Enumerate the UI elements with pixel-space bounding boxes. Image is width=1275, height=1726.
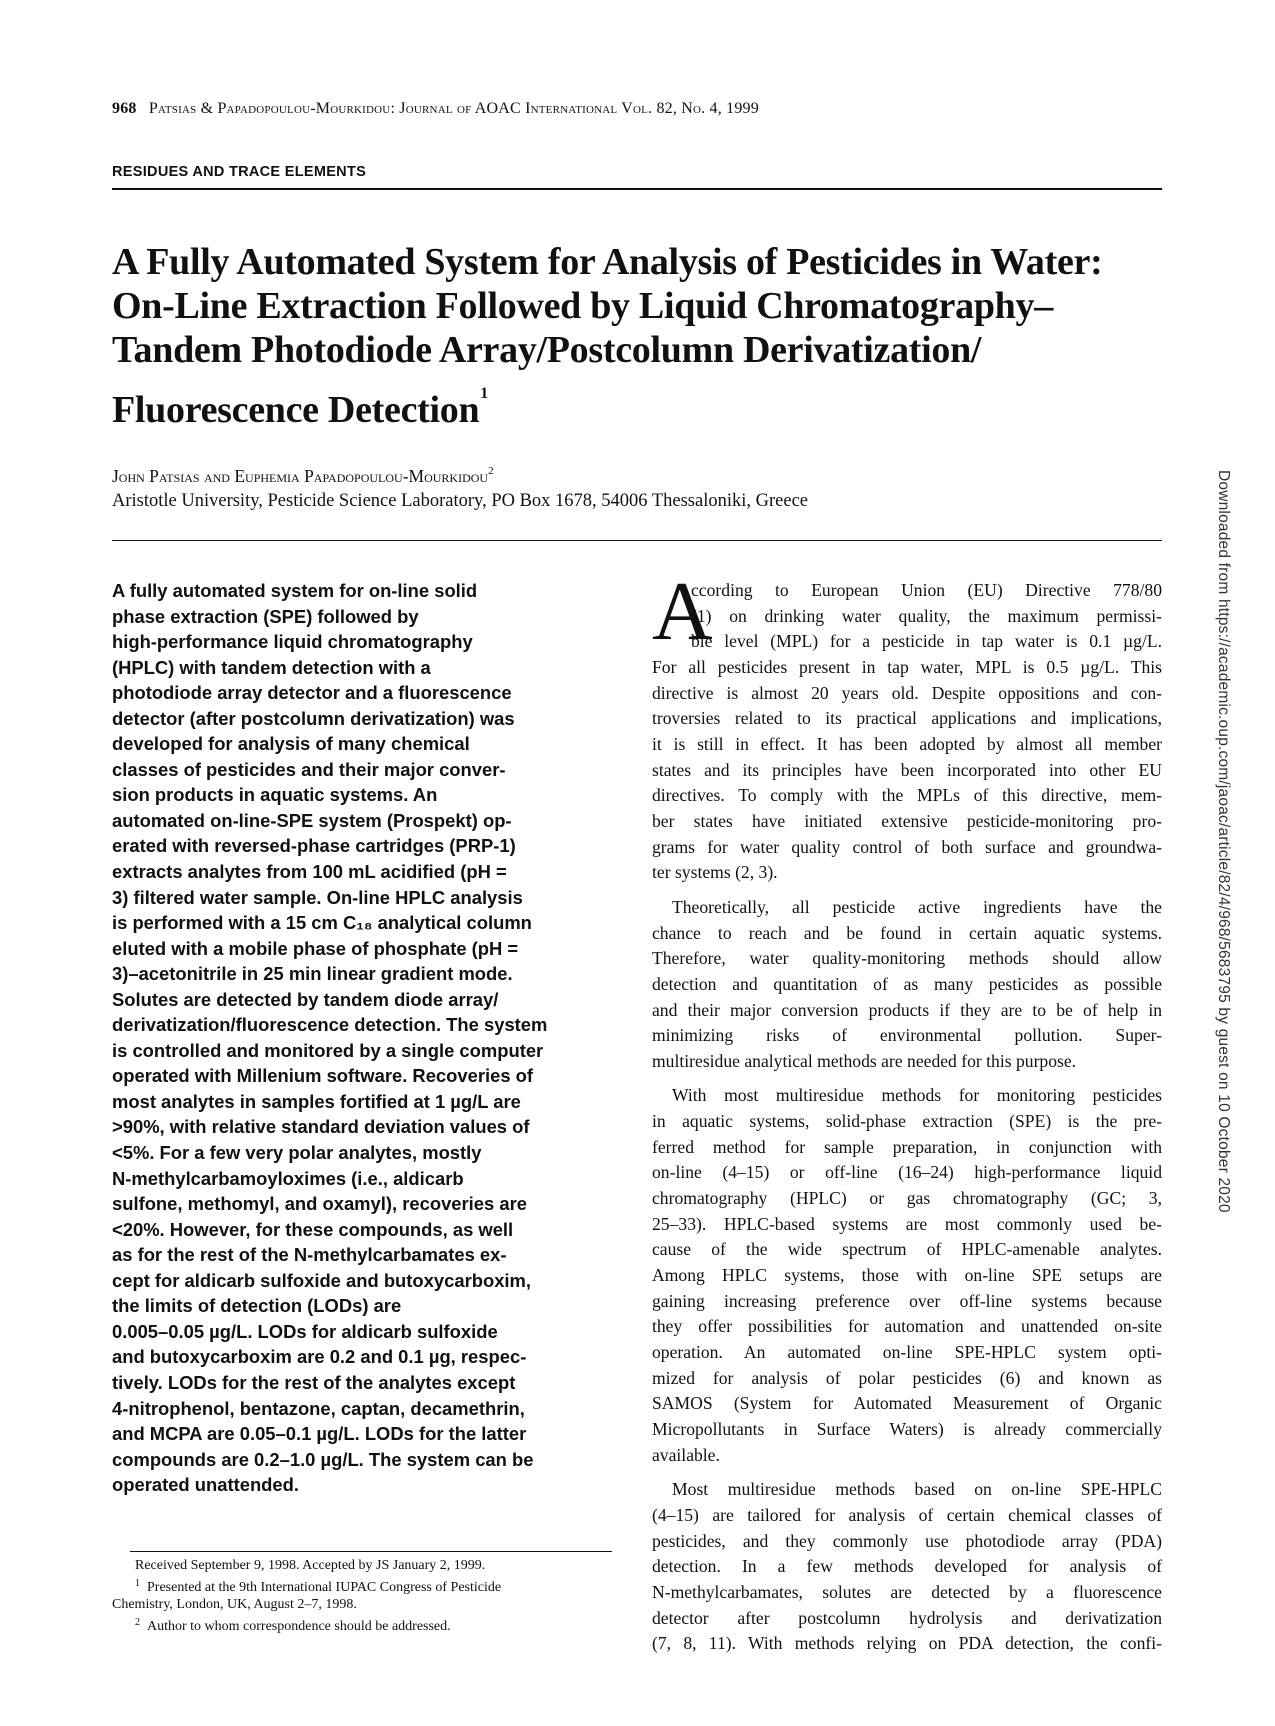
body-line: detector after postcolumn hydrolysis and derivatization — [652, 1607, 1162, 1628]
abstract-line: 3) filtered water sample. On-line HPLC analysis — [112, 886, 523, 908]
paragraph-gap — [652, 886, 1162, 895]
abstract-line: as for the rest of the N-methylcarbamates ex- — [112, 1244, 507, 1266]
abstract-line: detector (after postcolumn derivatization) was — [112, 707, 515, 729]
body-line: cause of the wide spectrum of HPLC-amenable analytes. — [652, 1239, 1162, 1260]
abstract-line: 4-nitrophenol, bentazone, captan, decamethrin, — [112, 1397, 525, 1419]
body-line: (4–15) are tailored for analysis of certain chemical classes of — [652, 1504, 1162, 1525]
body-line: Most multiresidue methods based on on-line SPE-HPLC — [672, 1479, 1162, 1500]
body-line: Theoretically, all pesticide active ingredients have the — [672, 896, 1162, 917]
article-title — [112, 240, 1172, 432]
abstract-line: sulfone, methomyl, and oxamyl), recoveries are — [112, 1193, 527, 1215]
abstract-line: 3)–acetonitrile in 25 min linear gradient mode. — [112, 963, 513, 985]
body-line: 25–33). HPLC-based systems are most commonly used be- — [652, 1213, 1162, 1234]
abstract-line: eluted with a mobile phase of phosphate (pH = — [112, 937, 519, 959]
abstract-line: operated unattended. — [112, 1474, 299, 1496]
paragraph-gap — [652, 1468, 1162, 1477]
body-text — [652, 578, 1162, 1657]
title-line: Tandem Photodiode Array/Postcolumn Derivatization/ — [112, 329, 982, 371]
footnote-1 — [112, 1575, 612, 1597]
section-divider — [112, 188, 1162, 190]
abstract-line: >90%, with relative standard deviation values of — [112, 1116, 530, 1138]
body-line: grams for water quality control of both surface and groundwa- — [652, 836, 1162, 857]
body-line: multiresidue analytical methods are needed for this purpose. — [652, 1050, 1077, 1071]
abstract-line: tively. LODs for the rest of the analytes except — [112, 1371, 516, 1393]
body-line: mized for analysis of polar pesticides (6) and known as — [652, 1367, 1162, 1388]
footnote-1-text: Presented at the 9th International IUPAC Congress of Pesticide — [147, 1579, 502, 1595]
body-line: minimizing risks of environmental pollution. Super- — [652, 1025, 1162, 1046]
abstract-line: Solutes are detected by tandem diode array/ — [112, 988, 499, 1010]
abstract-line: sion products in aquatic systems. An — [112, 784, 438, 806]
author-affiliation: Aristotle University, Pesticide Science Laboratory, PO Box 1678, 54006 Thessaloniki, Greece — [112, 491, 808, 511]
title-line: On-Line Extraction Followed by Liquid Chromatography– — [112, 285, 1053, 327]
author-footnote-mark: 2 — [488, 465, 494, 477]
abstract-line: N-methylcarbamoyloximes (i.e., aldicarb — [112, 1167, 464, 1189]
body-line: it is still in effect. It has been adopted by almost all member — [652, 733, 1162, 754]
abstract-line: most analytes in samples fortified at 1 µg/L are — [112, 1090, 521, 1112]
abstract-line: and MCPA are 0.05–0.1 µg/L. LODs for the latter — [112, 1423, 527, 1445]
download-watermark — [1210, 470, 1234, 1290]
body-line: For all pesticides present in tap water, MPL is 0.5 µg/L. This — [652, 656, 1162, 677]
body-line: ble level (MPL) for a pesticide in tap water is 0.1 µg/L. — [691, 631, 1162, 652]
abstract-line: developed for analysis of many chemical — [112, 733, 470, 755]
abstract-line: and butoxycarboxim are 0.2 and 0.1 µg, respec- — [112, 1346, 527, 1368]
abstract-line: 0.005–0.05 µg/L. LODs for aldicarb sulfoxide — [112, 1320, 498, 1342]
body-line: ccording to European Union (EU) Directive 778/80 — [691, 580, 1162, 600]
download-note: Downloaded from https://academic.oup.com/jaoac/article/82/4/968/5683795 by guest on 10 October 2020 — [1215, 470, 1232, 1213]
title-footnote-mark: 1 — [480, 385, 488, 402]
abstract-line: A fully automated system for on-line solid — [112, 580, 478, 601]
footnote-2-mark: 2 — [135, 1616, 140, 1628]
body-line: chance to reach and be found in certain aquatic systems. — [652, 922, 1162, 943]
footnote-1-continued: Chemistry, London, UK, August 2–7, 1998. — [112, 1597, 357, 1612]
body-line: troversies related to its practical applications and implications, — [652, 708, 1162, 729]
body-line: gaining increasing preference over off-line systems because — [652, 1290, 1162, 1311]
body-line: and their major conversion products if they are to be of help in — [652, 999, 1162, 1020]
title-line-text: Fluorescence Detection — [112, 389, 480, 431]
section-label: RESIDUES AND TRACE ELEMENTS — [112, 164, 367, 180]
body-line: in aquatic systems, solid-phase extraction (SPE) is the pre- — [652, 1111, 1162, 1132]
author-names — [112, 465, 494, 487]
abstract-line: extracts analytes from 100 mL acidified (pH = — [112, 861, 507, 883]
abstract-line: cept for aldicarb sulfoxide and butoxycarboxim, — [112, 1269, 531, 1291]
body-line: Micropollutants in Surface Waters) is already commercially — [652, 1419, 1162, 1439]
footnote-2 — [112, 1614, 612, 1636]
body-line: ter systems (2, 3). — [652, 862, 778, 883]
abstract-line: compounds are 0.2–1.0 µg/L. The system can be — [112, 1448, 534, 1470]
title-line: A Fully Automated System for Analysis of Pesticides in Water: — [112, 241, 1103, 283]
abstract-line: high-performance liquid chromatography — [112, 631, 473, 653]
abstract-line: automated on-line-SPE system (Prospekt) op- — [112, 809, 512, 831]
abstract-line: derivatization/fluorescence detection. The system — [112, 1014, 548, 1036]
abstract-line: photodiode array detector and a fluorescence — [112, 682, 512, 704]
title-line-last — [112, 372, 1172, 432]
abstract-line: is performed with a 15 cm C₁₈ analytical column — [112, 912, 532, 934]
body-line: Therefore, water quality-monitoring methods should allow — [652, 948, 1162, 969]
body-line: SAMOS (System for Automated Measurement of Organic — [652, 1393, 1162, 1414]
body-line: directive is almost 20 years old. Despite oppositions and con- — [652, 682, 1162, 703]
body-line: (1) on drinking water quality, the maximum permissi- — [691, 605, 1162, 626]
footnote-2-text: Author to whom correspondence should be addressed. — [147, 1618, 451, 1634]
received-note: Received September 9, 1998. Accepted by JS January 2, 1999. — [135, 1558, 486, 1573]
body-line: on-line (4–15) or off-line (16–24) high-performance liquid — [652, 1162, 1162, 1183]
body-line: detection. In a few methods developed for analysis of — [652, 1556, 1162, 1577]
author-list: John Patsias and Euphemia Papadopoulou-Mourkidou — [112, 466, 489, 486]
footnotes — [112, 1557, 612, 1635]
body-line: Among HPLC systems, those with on-line SPE setups are — [652, 1265, 1162, 1286]
abstract-line: <5%. For a few very polar analytes, mostly — [112, 1142, 482, 1164]
body-line: chromatography (HPLC) or gas chromatography (GC; 3, — [652, 1188, 1162, 1209]
header-divider — [112, 540, 1162, 541]
abstract-line: erated with reversed-phase cartridges (PRP-1) — [112, 835, 516, 857]
body-line: states and its principles have been incorporated into other EU — [652, 759, 1162, 780]
paragraph-gap — [652, 1074, 1162, 1083]
running-head — [112, 100, 1162, 118]
body-line: they offer possibilities for automation and unattended on-site — [652, 1316, 1162, 1337]
abstract — [112, 578, 612, 1498]
abstract-line: <20%. However, for these compounds, as well — [112, 1218, 514, 1240]
page-number: 968 — [112, 100, 137, 117]
abstract-line: classes of pesticides and their major conver- — [112, 758, 506, 780]
journal-citation: Patsias & Papadopoulou-Mourkidou: Journal of AOAC International Vol. 82, No. 4, 1999 — [148, 100, 759, 117]
body-line: With most multiresidue methods for monitoring pesticides — [672, 1085, 1162, 1106]
abstract-line: phase extraction (SPE) followed by — [112, 605, 419, 627]
body-line: available. — [652, 1444, 720, 1465]
body-line: pesticides, and they commonly use photodiode array (PDA) — [652, 1530, 1162, 1551]
body-line: directives. To comply with the MPLs of this directive, mem- — [652, 785, 1162, 806]
body-line: ber states have initiated extensive pesticide-monitoring pro- — [652, 810, 1162, 831]
footnote-1-mark: 1 — [135, 1577, 140, 1589]
body-line: ferred method for sample preparation, in conjunction with — [652, 1136, 1162, 1157]
body-line: N-methylcarbamates, solutes are detected by a fluorescence — [652, 1581, 1162, 1602]
body-line: operation. An automated on-line SPE-HPLC system opti- — [652, 1342, 1162, 1363]
abstract-line: (HPLC) with tandem detection with a — [112, 656, 431, 678]
abstract-line: operated with Millenium software. Recoveries of — [112, 1065, 534, 1087]
body-line: (7, 8, 11). With methods relying on PDA detection, the confi- — [652, 1633, 1162, 1654]
abstract-line: the limits of detection (LODs) are — [112, 1295, 402, 1317]
drop-cap: A — [652, 565, 713, 658]
footnote-divider — [130, 1551, 612, 1552]
abstract-line: is controlled and monitored by a single computer — [112, 1039, 544, 1061]
body-line: detection and quantitation of as many pesticides as possible — [652, 973, 1162, 994]
